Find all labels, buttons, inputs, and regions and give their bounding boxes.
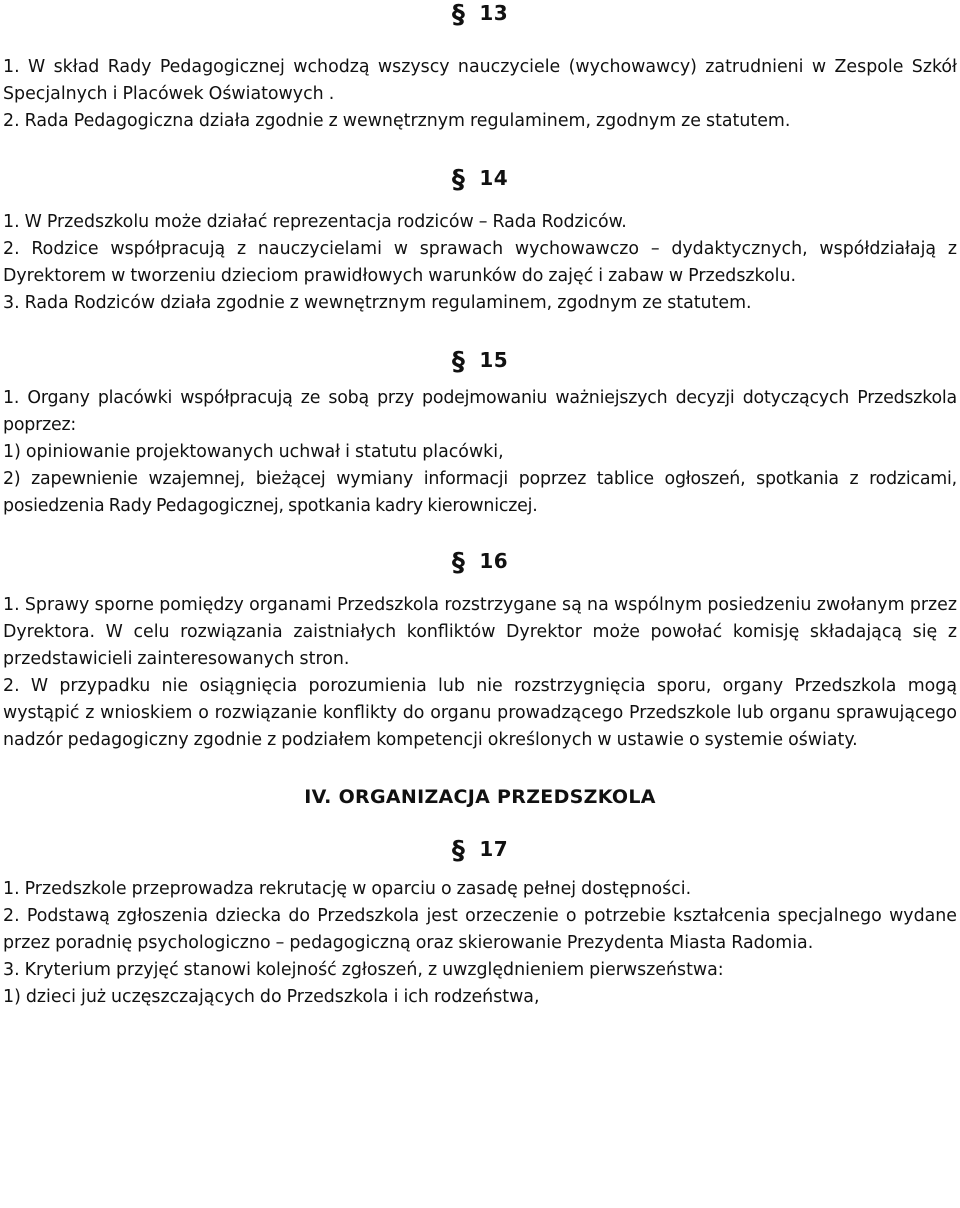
paragraph: 1. W skład Rady Pedagogicznej wchodzą wszyscy nauczyciele (wychowawcy) zatrudnieni w Zespole Szkół Specjalnych i Placówek Oświatowych . [3,57,957,104]
chapter-heading: IV. ORGANIZACJA PRZEDSZKOLA [304,786,656,808]
section-number: 13 [479,1,509,25]
paragraph: 3. Rada Rodziców działa zgodnie z wewnętrznym regulaminem, zgodnym ze statutem. [3,293,752,313]
section-symbol: § [451,836,466,866]
section-14-heading [3,165,957,195]
paragraph: 2. Rodzice współpracują z nauczycielami w sprawach wychowawczo – dydaktycznych, współdziałają z Dyrektorem w tworzeniu dzieciom prawidłowych warunków do zajęć i zabaw w Przedszkolu. [3,239,957,286]
section-symbol: § [451,165,466,195]
section-number: 17 [479,837,509,861]
list-item: 2) zapewnienie wzajemnej, bieżącej wymiany informacji poprzez tablice ogłoszeń, spotkania z rodzicami, posiedzenia Rady Pedagogicznej, spotkania kadry kierowniczej. [3,469,957,516]
section-symbol: § [451,0,466,30]
paragraph: 1. Organy placówki współpracują ze sobą przy podejmowaniu ważniejszych decyzji dotyczących Przedszkola poprzez: [3,388,957,435]
section-number: 14 [479,166,509,190]
list-item: 1) dzieci już uczęszczających do Przedszkola i ich rodzeństwa, [3,987,540,1007]
paragraph: 2. W przypadku nie osiągnięcia porozumienia lub nie rozstrzygnięcia sporu, organy Przedszkola mogą wystąpić z wnioskiem o rozwiązanie konflikty do organu prowadzącego Przedszkole lub organu sprawującego nadzór pedagogiczny zgodnie z podziałem kompetencji określonych w ustawie o systemie oświaty. [3,676,957,750]
paragraph: 2. Rada Pedagogiczna działa zgodnie z wewnętrznym regulaminem, zgodnym ze statutem. [3,111,791,131]
paragraph: 2. Podstawą zgłoszenia dziecka do Przedszkola jest orzeczenie o potrzebie kształcenia specjalnego wydane przez poradnię psychologiczno – pedagogiczną oraz skierowanie Prezydenta Miasta Radomia. [3,906,957,953]
paragraph: 1. Sprawy sporne pomiędzy organami Przedszkola rozstrzygane są na wspólnym posiedzeniu zwołanym przez Dyrektora. W celu rozwiązania zaistniałych konfliktów Dyrektor może powołać komisję składającą się z przedstawicieli zainteresowanych stron. [3,595,957,669]
paragraph: 1. Przedszkole przeprowadza rekrutację w oparciu o zasadę pełnej dostępności. [3,879,692,899]
section-number: 16 [479,549,509,573]
list-item: 1) opiniowanie projektowanych uchwał i statutu placówki, [3,442,504,462]
section-15-heading [3,347,957,377]
paragraph: 3. Kryterium przyjęć stanowi kolejność zgłoszeń, z uwzględnieniem pierwszeństwa: [3,960,724,980]
paragraph: 1. W Przedszkolu może działać reprezentacja rodziców – Rada Rodziców. [3,212,627,232]
section-number: 15 [479,348,509,372]
section-17-heading [3,836,957,866]
document-page [3,0,957,1011]
section-13-heading [3,0,957,30]
section-symbol: § [451,548,466,578]
section-symbol: § [451,347,466,377]
section-16-heading [3,548,957,578]
